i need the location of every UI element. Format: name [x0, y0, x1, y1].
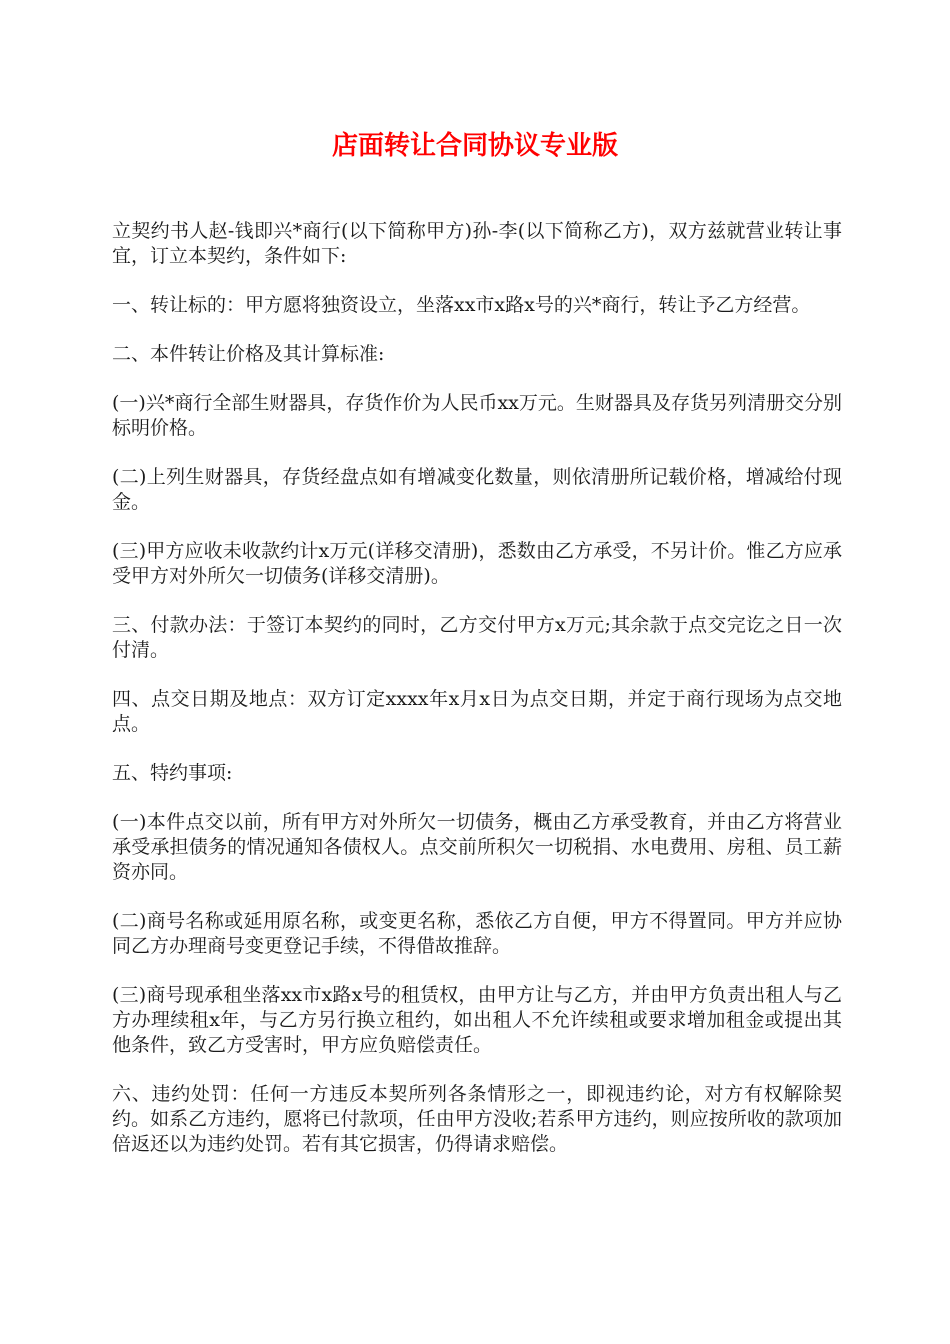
paragraph-clause-2: 二、本件转让价格及其计算标准: — [112, 343, 385, 365]
document-body — [112, 219, 842, 1181]
paragraph-clause-4: 四、点交日期及地点：双方订定xxxx年x月x日为点交日期，并定于商行现场为点交地点。 — [112, 688, 842, 735]
paragraph-clause-3: 三、付款办法：于签订本契约的同时，乙方交付甲方x万元;其余款于点交完讫之日一次付清。 — [112, 614, 842, 661]
paragraph-clause-5-3: (三)商号现承租坐落xx市x路x号的租赁权，由甲方让与乙方，并由甲方负责出租人与乙方办理续租x年，与乙方另行换立租约，如出租人不允许续租或要求增加租金或提出其他条件，致乙方受害时，甲方应负赔偿责任。 — [112, 984, 842, 1056]
paragraph-clause-5-1: (一)本件点交以前，所有甲方对外所欠一切债务，概由乙方承受教育，并由乙方将营业承受承担债务的情况通知各债权人。点交前所积欠一切税捐、水电费用、房租、员工薪资亦同。 — [112, 811, 842, 883]
paragraph-clause-5: 五、特约事项: — [112, 762, 233, 784]
paragraph-clause-6: 六、违约处罚：任何一方违反本契所列各条情形之一，即视违约论，对方有权解除契约。如系乙方违约，愿将已付款项，任由甲方没收;若系甲方违约，则应按所收的款项加倍返还以为违约处罚。若有其它损害，仍得请求赔偿。 — [112, 1083, 842, 1155]
paragraph-clause-2-1: (一)兴*商行全部生财器具，存货作价为人民币xx万元。生财器具及存货另列清册交分别标明价格。 — [112, 392, 842, 439]
paragraph-clause-1: 一、转让标的：甲方愿将独资设立，坐落xx市x路x号的兴*商行，转让予乙方经营。 — [112, 294, 811, 316]
paragraph-clause-2-3: (三)甲方应收未收款约计x万元(详移交清册)，悉数由乙方承受，不另计价。惟乙方应承受甲方对外所欠一切债务(详移交清册)。 — [112, 540, 842, 587]
paragraph-clause-2-2: (二)上列生财器具，存货经盘点如有增减变化数量，则依清册所记载价格，增减给付现金。 — [112, 466, 842, 513]
document-title: 店面转让合同协议专业版 — [331, 131, 618, 161]
paragraph-clause-5-2: (二)商号名称或延用原名称，或变更名称，悉依乙方自便，甲方不得置同。甲方并应协同乙方办理商号变更登记手续，不得借故推辞。 — [112, 910, 842, 957]
paragraph-preamble: 立契约书人赵-钱即兴*商行(以下简称甲方)孙-李(以下简称乙方)，双方兹就营业转让事宜，订立本契约，条件如下: — [112, 220, 842, 267]
